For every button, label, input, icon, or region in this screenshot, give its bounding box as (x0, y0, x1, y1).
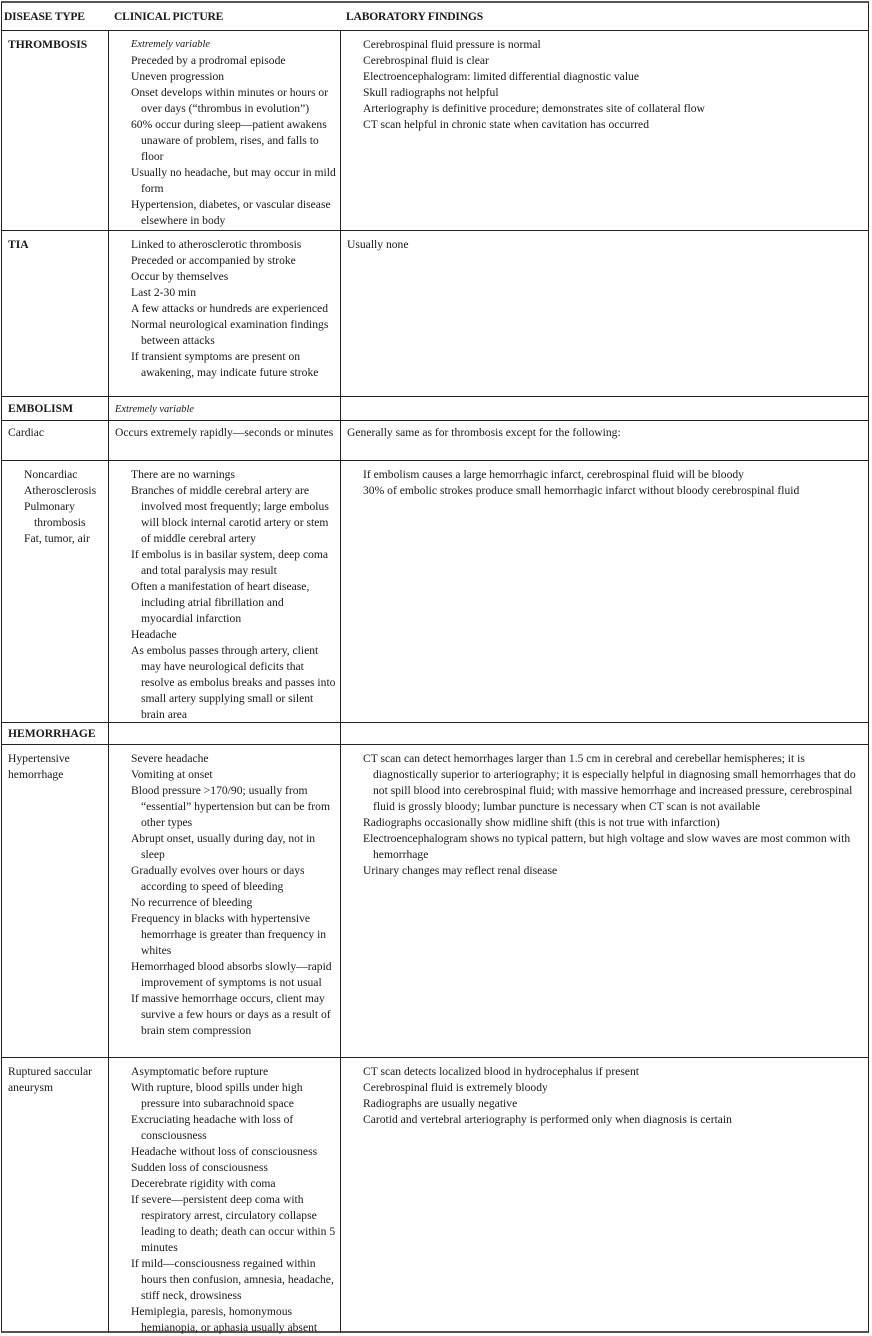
clinical-item: Blood pressure >170/90; usually from “essential” hypertension but can be from other types (131, 784, 330, 829)
lab-item: Electroencephalogram shows no typical pattern, but high voltage and slow waves are most common with hemorrhage (363, 832, 851, 861)
clinical-item: Hemorrhaged blood absorbs slowly—rapid improvement of symptoms is not usual (131, 960, 332, 989)
disease-type-label: Hypertensive hemorrhage (8, 752, 70, 781)
clinical-item: Hemiplegia, paresis, homonymous hemianopia, or aphasia usually absent (131, 1305, 318, 1334)
table-header-row (2, 3, 868, 31)
laboratory-findings (340, 723, 868, 744)
clinical-item: Abrupt onset, usually during day, not in sleep (131, 832, 316, 861)
lab-item: 30% of embolic strokes produce small hemorrhagic infarct without bloody cerebrospinal fluid (363, 484, 800, 497)
clinical-item: Severe headache (131, 752, 209, 765)
clinical-item: Onset develops within minutes or hours or over days (“thrombus in evolution”) (131, 86, 329, 115)
table-row-thrombosis (2, 31, 868, 231)
clinical-item: Decerebrate rigidity with coma (131, 1177, 276, 1190)
disease-type-label: Ruptured saccular aneurysm (8, 1065, 93, 1094)
clinical-item: Preceded by a prodromal episode (131, 54, 286, 67)
clinical-item: Occur by themselves (131, 270, 229, 283)
clinical-item: Linked to atherosclerotic thrombosis (131, 238, 302, 251)
table-row-hemorrhage (2, 723, 868, 745)
table-row-tia (2, 231, 868, 397)
clinical-item: Occurs extremely rapidly—seconds or minutes (115, 426, 334, 439)
disease-type (2, 461, 108, 722)
lab-item: Cerebrospinal fluid pressure is normal (363, 38, 541, 51)
table-row-cardiac (2, 421, 868, 461)
clinical-item: Headache (131, 628, 177, 641)
clinical-picture (108, 461, 340, 722)
lab-item: Cerebrospinal fluid is extremely bloody (363, 1081, 548, 1094)
header-laboratory-findings: LABORATORY FINDINGS (346, 10, 483, 23)
lab-item: If embolism causes a large hemorrhagic infarct, cerebrospinal fluid will be bloody (363, 468, 744, 481)
table-row-noncardiac (2, 461, 868, 723)
clinical-item: No recurrence of bleeding (131, 896, 253, 909)
clinical-picture (108, 723, 340, 744)
clinical-item: If massive hemorrhage occurs, client may survive a few hours or days as a result of brain stem compression (131, 992, 331, 1037)
lab-item: Cerebrospinal fluid is clear (363, 54, 489, 67)
laboratory-findings: Usually none (340, 231, 868, 396)
disease-type: TIA (8, 238, 29, 251)
disease-subtype: Noncardiac (24, 468, 78, 481)
lab-item: CT scan can detect hemorrhages larger than 1.5 cm in cerebral and cerebellar hemispheres; it is diagnostically superior to arteriography; it is especially helpful in diagnosing small hemorrhages that do not spill blood into cerebrospinal fluid; with massive hemorrhage and increased pressure, cerebrospinal fluid is grossly bloody; lumbar puncture is necessary when CT scan is not available (363, 752, 856, 813)
disease-type: THROMBOSIS (8, 38, 88, 51)
disease-type: Cardiac (8, 426, 45, 439)
clinical-item: If transient symptoms are present on awakening, may indicate future stroke (131, 350, 319, 379)
clinical-picture (108, 31, 340, 230)
clinical-item: Vomiting at onset (131, 768, 213, 781)
clinical-item: Gradually evolves over hours or days according to speed of bleeding (131, 864, 305, 893)
laboratory-findings (340, 1058, 868, 1333)
disease-type: EMBOLISM (8, 402, 74, 415)
header-clinical-picture: CLINICAL PICTURE (114, 10, 224, 23)
lab-item: Urinary changes may reflect renal disease (363, 864, 558, 877)
lab-item: Skull radiographs not helpful (363, 86, 499, 99)
clinical-item: Usually no headache, but may occur in mild form (131, 166, 336, 195)
clinical-picture (108, 231, 340, 396)
header-disease-type: DISEASE TYPE (4, 10, 85, 23)
stroke-comparison-table (1, 1, 869, 1333)
clinical-item: Normal neurological examination findings between attacks (131, 318, 329, 347)
clinical-item: Preceded or accompanied by stroke (131, 254, 296, 267)
lab-item: Radiographs occasionally show midline shift (this is not true with infarction) (363, 816, 720, 829)
clinical-item: If severe—persistent deep coma with respiratory arrest, circulatory collapse leading to death; death can occur within 5 minutes (131, 1193, 336, 1254)
clinical-item: There are no warnings (131, 468, 235, 481)
clinical-item: Headache without loss of consciousness (131, 1145, 318, 1158)
disease-type: HEMORRHAGE (8, 727, 96, 740)
laboratory-findings (340, 397, 868, 420)
laboratory-findings (340, 461, 868, 722)
disease-subtype: Atherosclerosis (24, 484, 97, 497)
table-row-embolism (2, 397, 868, 421)
lab-item: Electroencephalogram: limited differential diagnostic value (363, 70, 639, 83)
clinical-picture (108, 745, 340, 1057)
clinical-item: Often a manifestation of heart disease, including atrial fibrillation and myocardial infarction (131, 580, 310, 625)
clinical-item: Branches of middle cerebral artery are involved most frequently; large embolus will block internal carotid artery or stem of middle cerebral artery (131, 484, 329, 545)
clinical-item: A few attacks or hundreds are experienced (131, 302, 329, 315)
lab-item: Radiographs are usually negative (363, 1097, 518, 1110)
laboratory-findings: Generally same as for thrombosis except for the following: (340, 421, 868, 460)
disease-type (2, 745, 108, 1057)
table-row-hypertensive-hemorrhage (2, 745, 868, 1058)
clinical-item: Last 2-30 min (131, 286, 197, 299)
clinical-item: Hypertension, diabetes, or vascular disease elsewhere in body (131, 198, 331, 227)
disease-type (2, 1058, 108, 1333)
table-row-ruptured-aneurysm (2, 1058, 868, 1333)
clinical-item: Excruciating headache with loss of consciousness (131, 1113, 294, 1142)
clinical-item: With rupture, blood spills under high pressure into subarachnoid space (131, 1081, 303, 1110)
disease-subtype: Pulmonary thrombosis (24, 500, 86, 529)
lab-item: CT scan detects localized blood in hydrocephalus if present (363, 1065, 640, 1078)
clinical-item: As embolus passes through artery, client may have neurological deficits that resolve as embolus breaks and passes into small artery supplying small or silent brain area (131, 644, 336, 721)
disease-subtype: Fat, tumor, air (24, 532, 90, 545)
lab-item: CT scan helpful in chronic state when cavitation has occurred (363, 118, 649, 131)
clinical-item: 60% occur during sleep—patient awakens unaware of problem, rises, and falls to floor (131, 118, 327, 163)
lab-item: Carotid and vertebral arteriography is performed only when diagnosis is certain (363, 1113, 732, 1126)
clinical-item: If mild—consciousness regained within hours then confusion, amnesia, headache, stiff neck, drowsiness (131, 1257, 334, 1302)
clinical-item: Sudden loss of consciousness (131, 1161, 268, 1174)
clinical-item: Asymptomatic before rupture (131, 1065, 269, 1078)
laboratory-findings (340, 31, 868, 230)
clinical-picture (108, 1058, 340, 1333)
clinical-note: Extremely variable (131, 39, 210, 50)
clinical-picture (108, 421, 340, 460)
lab-item: Arteriography is definitive procedure; demonstrates site of collateral flow (363, 102, 705, 115)
clinical-item: Frequency in blacks with hypertensive hemorrhage is greater than frequency in whites (131, 912, 327, 957)
clinical-item: If embolus is in basilar system, deep coma and total paralysis may result (131, 548, 329, 577)
clinical-item: Uneven progression (131, 70, 225, 83)
laboratory-findings (340, 745, 868, 1057)
clinical-note: Extremely variable (108, 397, 340, 420)
